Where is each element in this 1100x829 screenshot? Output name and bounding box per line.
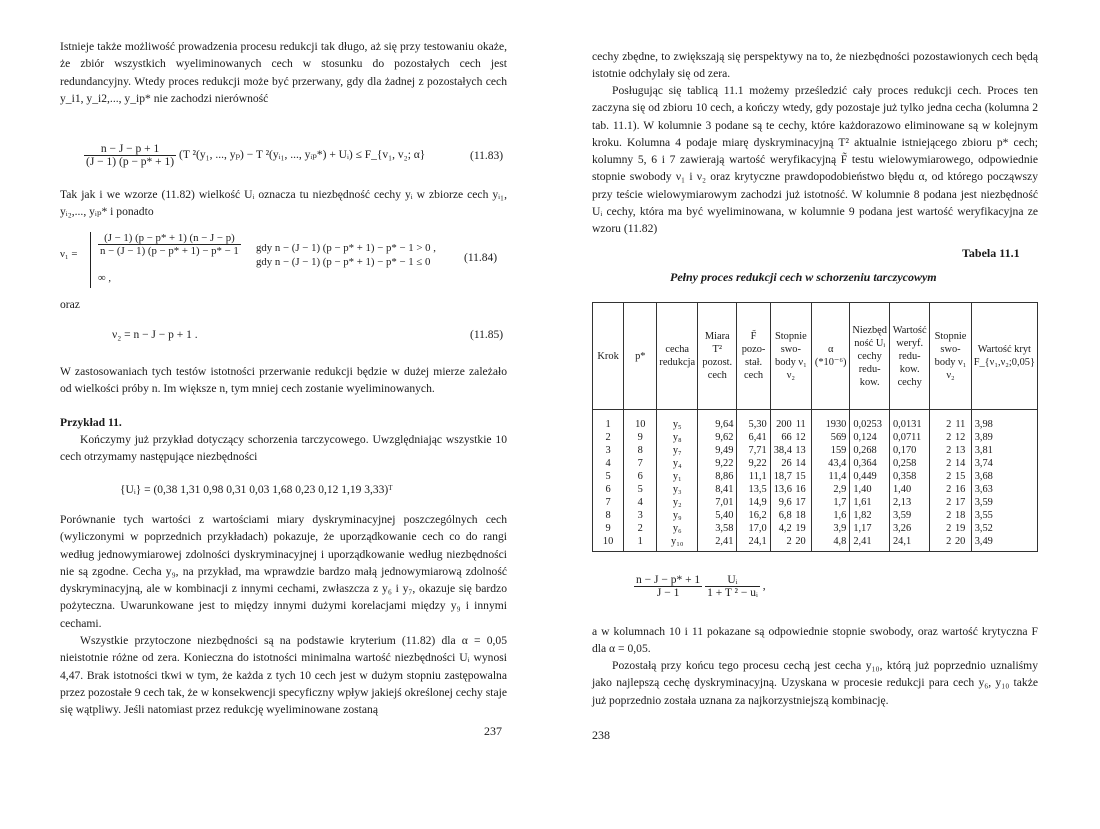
nu2-value: 20	[795, 536, 806, 547]
table-cell: 1,17	[850, 522, 890, 535]
nu1-value: 6,8	[778, 510, 792, 521]
table-cell	[770, 483, 811, 496]
table-cell: 0,364	[850, 457, 890, 470]
table-cell: 1,61	[850, 496, 890, 509]
nu2-value: 16	[795, 484, 806, 495]
nu2-value: 16	[954, 484, 966, 495]
table-cell: 10	[593, 535, 624, 552]
col-header: Stopnie swo- body ν₁ ν₂	[930, 303, 971, 410]
table-cell: 1,40	[889, 483, 929, 496]
right-page	[550, 0, 1100, 829]
table-cell: 17,0	[737, 522, 770, 535]
table-row	[593, 483, 1038, 496]
table-cell: 7	[593, 496, 624, 509]
col-header: Krok	[593, 303, 624, 410]
nu1-value: 4,2	[778, 523, 792, 534]
right-para-1: cechy zbędne, to zwiększają się perspektywy na to, że niezbędności pozostawionych cech będą istotnie odchylały się od zera.	[592, 50, 1038, 81]
right-para-4: Pozostałą przy końcu tego procesu cechą jest cecha y₁₀, którą już poprzednio uznaliśmy jako najlepszą cechę dyskryminacyjną. Uzyskana w procesie redukcji para cech y₆, y₁₀ także już poprzednio została uznana za najkorzystniejszą kombinację.	[592, 659, 1038, 707]
table-cell	[770, 431, 811, 444]
table-cell: 1	[593, 410, 624, 432]
table-label: Tabela 11.1	[962, 246, 1020, 260]
table-cell: 8,41	[698, 483, 737, 496]
table-cell: 2	[593, 431, 624, 444]
table-cell: 7,01	[698, 496, 737, 509]
left-page: Istnieje także możliwość prowadzenia procesu redukcji tak długo, aż się przy testowaniu okaże, że zbiór wszystkich wyeliminowanych cech w stosunku do pozostałych cech jest redundancyjny. Wtedy proces redukcji może być przerwany, gdy dla żadnej z pozostałych cech y_i1, y_i2,..., y_ip* nie zachodzi nierówność $\frac{n - J - p + 1}{(J - 1) (p - p* + 1)}$ (T ²(y₁, ..., yₚ) − T ²(yᵢ₁, ..., yᵢₚ*) + Uᵢ) ≤ F_{v₁, v₂; α} (11.83) Tak jak i we wzorze (11.82) wielkość Uᵢ oznacza tu niezbędność cechy yᵢ w zbiorze cech yᵢ₁, yᵢ₂,..., yᵢₚ* i ponadto ν₁ = $\frac{(J - 1) (p - p* + 1) (n - J - p)}{n - (J - 1) (p - p* + 1) - p* - 1}$ ∞ , gdy n − (J − 1) (p − p* + 1) − p* − 1 > 0 , gdy n − (J − 1) (p − p* + 1) − p* − 1 ≤ 0 (11.84) oraz ν₂ = n − J − p + 1 . (11.85) W zastosowaniach tych testów istotności przerwanie redukcji będzie w dużej mierze zależało od wielkości próby n. Im większe n, tym mniej cech zostanie wyeliminowanych. Przykład 11. Kończymy już przykład dotyczący schorzenia tarczycowego. Uwzględniając wszystkie 10 cech otrzymamy następujące niezbędności {Uᵢ} = (0,38 1,31 0,98 0,31 0,03 1,68 0,23 0,12 1,19 3,33)ᵀ Porównanie tych wartości z wartościami miary dyskryminacyjnej poszczególnych cech (wyliczonymi w poprzednich przykładach) pokazuje, że uporządkowanie cech co do rangi według jednowymiarowej zdolności dyskryminacyjnej i uporządkowanie według niezbędności nie są zgodne. Cecha y₉, na przykład, ma wprawdzie bardzo małą jednowymiarową zdolność dyskryminacyjną, ale w kombinacji z innymi cechami, zwłaszcza z y₆ i y₇, okazuje się bardzo pożyteczna. Uwarunkowane jest to między innymi dużymi korelacjami między y₉ i innymi cechami. Wszystkie przytoczone niezbędności są na podstawie kryterium (11.82) dla α = 0,05 nieistotnie różne od zera. Konieczna do istotności minimalna wartość niezbędności Uᵢ wynosi 4,47. Brak istotności tkwi w tym, że każda z tych 10 cech jest w dużym stopniu zastępowalna przez pozostałe 9 cech tak, że w konsekwencji specyficzny wpływ jakiejś określonej cechy staje się wątpliwy. Jeśli natomiast przez redukcję wyeliminowane zostaną 237	[60, 40, 507, 738]
table-cell: 3,59	[971, 496, 1037, 509]
table-cell: 5,40	[698, 509, 737, 522]
table-cell: y₅	[657, 410, 698, 432]
right-para-2: Posługując się tablicą 11.1 możemy prześledzić cały proces redukcji cech. Proces ten zaczyna się od zbioru 10 cech, a kończy wtedy, gdy pozostaje już tylko jedna cecha (kolumna 2 tab. 11.1). W kolumnie 3 podane są te cechy, które każdorazowo eliminowane są w kolejnym kroku. Kolumna 4 podaje miarę dyskryminacyjną T² aktualnie istniejącego zbioru p* cech; kolumny 5, 6 i 7 zawierają wartość weryfikacyjną F̃ testu wielowymiarowego, odpowiednie stopnie swobody ν₁ i ν₂ oraz krytyczne prawdopodobieństwo błędu α, od którego począwszy przy teście wielowymiarowym zachodzi już istotność. W kolumnie 8 podana jest niezbędność Uᵢ cechy, która ma być wyeliminowana, w kolumnie 9 podana jest wartość weryfikacyjna ze wzoru (11.82)	[592, 84, 1038, 236]
table-cell	[770, 535, 811, 552]
table-cell: 24,1	[889, 535, 929, 552]
table-cell: 3,9	[812, 522, 850, 535]
table-cell: y₂	[657, 496, 698, 509]
nu2-value: 17	[954, 497, 966, 508]
left-para-3: W zastosowaniach tych testów istotności przerwanie redukcji będzie w dużej mierze zależało od wielkości próby n. Im większe n, tym mniej cech zostanie wyeliminowanych.	[60, 365, 507, 396]
page-number-left: 237	[484, 724, 502, 738]
oraz-text: oraz	[60, 298, 80, 311]
table-cell: 1,6	[812, 509, 850, 522]
table-cell: 4	[593, 457, 624, 470]
nu2-value: 13	[954, 445, 966, 456]
table-cell	[930, 431, 971, 444]
table-cell	[930, 535, 971, 552]
table-cell: 1	[624, 535, 657, 552]
table-cell: 2,13	[889, 496, 929, 509]
table-body	[593, 410, 1038, 552]
table-cell: 5,30	[737, 410, 770, 432]
left-para-5: Porównanie tych wartości z wartościami miary dyskryminacyjnej poszczególnych cech (wyliczonymi w poprzednich przykładach) pokazuje, że uporządkowanie cech co do rangi według jednowymiarowej zdolności dyskryminacyjnej i uporządkowanie według niezbędności nie są zgodne. Cecha y₉, na przykład, ma wprawdzie bardzo małą jednowymiarową zdolność dyskryminacyjną, ale w kombinacji z innymi cechami, zwłaszcza z y₆ i y₇, okazuje się bardzo pożyteczna. Uwarunkowane jest to między innymi dużymi korelacjami między y₉ i innymi cechami.	[60, 513, 507, 630]
table-cell: 9,22	[737, 457, 770, 470]
table-cell	[770, 522, 811, 535]
nu1-value: 2	[946, 458, 952, 469]
table-cell: 3,74	[971, 457, 1037, 470]
table-cell: y₆	[657, 522, 698, 535]
table-cell: y₃	[657, 483, 698, 496]
table-cell: 9,64	[698, 410, 737, 432]
col-header: Niezbęd ność Uᵢ cechy redu- kow.	[850, 303, 890, 410]
table-cell: 3,89	[971, 431, 1037, 444]
nu1-value: 2	[786, 536, 792, 547]
table-cell	[770, 470, 811, 483]
table-cell: 9	[624, 431, 657, 444]
table-cell: 11,4	[812, 470, 850, 483]
table-cell	[930, 457, 971, 470]
table-cell	[770, 457, 811, 470]
nu1-value: 9,6	[778, 497, 792, 508]
table-cell: 13,5	[737, 483, 770, 496]
equation-label-11-84: (11.84)	[464, 252, 498, 264]
nu1-value: 2	[946, 510, 952, 521]
table-cell: 14,9	[737, 496, 770, 509]
nu2-value: 19	[795, 523, 806, 534]
table-cell: 5	[624, 483, 657, 496]
table-cell: y₄	[657, 457, 698, 470]
nu1-value: 18,7	[773, 471, 792, 482]
table-row	[593, 496, 1038, 509]
nu2-value: 14	[795, 458, 806, 469]
table-cell: y₉	[657, 509, 698, 522]
nu1-value: 2	[946, 432, 952, 443]
table-cell: 9	[593, 522, 624, 535]
col-header: cecha redukcja	[657, 303, 698, 410]
table-cell	[930, 509, 971, 522]
table-cell: 7,71	[737, 444, 770, 457]
table-cell: y₁	[657, 470, 698, 483]
table-cell: 2,41	[698, 535, 737, 552]
table-cell: 0,124	[850, 431, 890, 444]
table-cell: 3,26	[889, 522, 929, 535]
table-cell: 10	[624, 410, 657, 432]
table-row	[593, 444, 1038, 457]
table-cell: 5	[593, 470, 624, 483]
nu2-value: 20	[954, 536, 966, 547]
table-cell	[930, 410, 971, 432]
table-cell: 1,40	[850, 483, 890, 496]
table-cell: 3	[593, 444, 624, 457]
nu1-value: 2	[946, 419, 952, 430]
table-row	[593, 522, 1038, 535]
table-cell: 2,9	[812, 483, 850, 496]
table-cell: y₁₀	[657, 535, 698, 552]
table-cell: y₇	[657, 444, 698, 457]
nu1-value: 2	[946, 471, 952, 482]
table-cell: 11,1	[737, 470, 770, 483]
table-cell: 3,98	[971, 410, 1037, 432]
table-cell: 569	[812, 431, 850, 444]
table-cell: 6	[593, 483, 624, 496]
table-cell: 43,4	[812, 457, 850, 470]
table-cell: 0,170	[889, 444, 929, 457]
table-cell: 6	[624, 470, 657, 483]
table-cell: 3,81	[971, 444, 1037, 457]
nu1-value: 38,4	[773, 445, 792, 456]
table-cell: 3,58	[698, 522, 737, 535]
table-cell: 16,2	[737, 509, 770, 522]
table-cell: 6,41	[737, 431, 770, 444]
nu2-value: 13	[795, 445, 806, 456]
nu2-value: 18	[954, 510, 966, 521]
table-cell: 7	[624, 457, 657, 470]
equation-label-11-85: (11.85)	[470, 329, 504, 341]
nu1-value: 26	[781, 458, 792, 469]
table-cell	[930, 444, 971, 457]
table-cell	[770, 410, 811, 432]
table-cell: 0,0131	[889, 410, 929, 432]
example-title: Przykład 11.	[60, 416, 122, 429]
table-cell: 24,1	[737, 535, 770, 552]
table-cell: 9,22	[698, 457, 737, 470]
brace	[90, 232, 97, 288]
table-cell	[770, 444, 811, 457]
col-header: Miara T² pozost. cech	[698, 303, 737, 410]
table-cell: 2,41	[850, 535, 890, 552]
table-cell: 0,0253	[850, 410, 890, 432]
nu2-value: 14	[954, 458, 966, 469]
left-para-2: Tak jak i we wzorze (11.82) wielkość Uᵢ oznacza tu niezbędność cechy yᵢ w zbiorze cech yᵢ₁, yᵢ₂,..., yᵢₚ* i ponadto	[60, 188, 507, 219]
table-cell: 3,68	[971, 470, 1037, 483]
table-cell: 3,55	[971, 509, 1037, 522]
nu1-value: 2	[946, 523, 952, 534]
equation-11-85: ν₂ = n − J − p + 1 .	[112, 329, 198, 341]
nu2-value: 19	[954, 523, 966, 534]
table-row	[593, 470, 1038, 483]
col-header: Wartość kryt F_{ν₁,ν₂;0,05}	[971, 303, 1037, 410]
table-cell: 8,86	[698, 470, 737, 483]
table-cell: 3,59	[889, 509, 929, 522]
col-header: α (*10⁻⁶)	[812, 303, 850, 410]
nu1-value: 2	[946, 497, 952, 508]
table-cell: y₈	[657, 431, 698, 444]
table-cell: 1930	[812, 410, 850, 432]
col-header: p*	[624, 303, 657, 410]
table-cell: 0,358	[889, 470, 929, 483]
table-row	[593, 509, 1038, 522]
nu2-value: 12	[795, 432, 806, 443]
table-cell	[930, 470, 971, 483]
table-row	[593, 410, 1038, 432]
table-cell	[770, 496, 811, 509]
table-row	[593, 535, 1038, 552]
table-cell: 2	[624, 522, 657, 535]
nu2-value: 11	[955, 419, 966, 430]
left-para-6: Wszystkie przytoczone niezbędności są na podstawie kryterium (11.82) dla α = 0,05 nieistotnie różne od zera. Konieczna do istotności minimalna wartość niezbędności Uᵢ wynosi 4,47. Brak istotności tkwi w tym, że każda z tych 10 cech jest w dużym stopniu zastępowalna przez pozostałe 9 cech tak, że w konsekwencji specyficzny wpływ jakiejś określonej cechy staje się wątpliwy. Jeśli natomiast przez redukcję wyeliminowane zostaną	[60, 634, 507, 717]
reduction-table	[592, 302, 1038, 552]
col-header: Wartość weryf. redu- kow. cechy	[889, 303, 929, 410]
table-cell: 1,7	[812, 496, 850, 509]
nu1-value: 2	[946, 536, 952, 547]
right-para-3: a w kolumnach 10 i 11 pokazane są odpowiednie stopnie swobody, oraz wartość krytyczna F dla α = 0,05.	[592, 625, 1038, 656]
table-cell: 3,63	[971, 483, 1037, 496]
nu1-value: 2	[946, 484, 952, 495]
table-cell	[770, 509, 811, 522]
table-row	[593, 431, 1038, 444]
table-row	[593, 457, 1038, 470]
table-cell: 9,62	[698, 431, 737, 444]
table-caption: Pełny proces redukcji cech w schorzeniu tarczycowym	[670, 270, 937, 284]
table-cell: 159	[812, 444, 850, 457]
nu1-value: 66	[781, 432, 792, 443]
left-para-1: Istnieje także możliwość prowadzenia procesu redukcji tak długo, aż się przy testowaniu okaże, że zbiór wszystkich wyeliminowanych cech w stosunku do pozostałych cech jest redundancyjny. Wtedy proces redukcji może być przerwany, gdy dla żadnej z pozostałych cech y_i1, y_i2,..., y_ip* nie zachodzi nierówność	[60, 40, 507, 105]
niezbednosci-vector: {Uᵢ} = (0,38 1,31 0,98 0,31 0,03 1,68 0,23 0,12 1,19 3,33)ᵀ	[120, 484, 393, 496]
table-cell: 8	[593, 509, 624, 522]
table-cell: 9,49	[698, 444, 737, 457]
table-cell: 4	[624, 496, 657, 509]
nu2-value: 17	[795, 497, 806, 508]
equation-11-83: $\frac{n - J - p + 1}{(J - 1) (p - p* + 1)}$ (T ²(y₁, ..., yₚ) − T ²(yᵢ₁, ..., yᵢₚ*) + Uᵢ) ≤ F_{v₁, v₂; α}	[86, 143, 426, 168]
table-cell: 0,0711	[889, 431, 929, 444]
table-cell: 3,49	[971, 535, 1037, 552]
table-cell: 0,258	[889, 457, 929, 470]
table-cell: 4,8	[812, 535, 850, 552]
nu2-value: 11	[795, 419, 806, 430]
table-cell: 3,52	[971, 522, 1037, 535]
table-cell: 1,82	[850, 509, 890, 522]
nu2-value: 15	[954, 471, 966, 482]
table-cell	[930, 522, 971, 535]
col-header: F̃ pozo- stał. cech	[737, 303, 770, 410]
verification-formula: $\frac{n - J - p* + 1}{J - 1}$ $\frac{\text{Uᵢ}}{\text{1 + T ² − uᵢ}}$ ,	[636, 574, 766, 599]
left-para-4: Kończymy już przykład dotyczący schorzenia tarczycowego. Uwzględniając wszystkie 10 cech otrzymamy następujące niezbędności	[60, 433, 507, 464]
col-header: Stopnie swo- body ν₁ ν₂	[770, 303, 811, 410]
nu1-value: 200	[776, 419, 792, 430]
equation-label-11-83: (11.83)	[470, 150, 504, 162]
table-cell	[930, 483, 971, 496]
nu2-value: 18	[795, 510, 806, 521]
table-cell	[930, 496, 971, 509]
nu2-value: 12	[954, 432, 966, 443]
page-number-right: 238	[592, 728, 610, 742]
nu1-value: 2	[946, 445, 952, 456]
table-cell: 0,268	[850, 444, 890, 457]
nu2-value: 15	[795, 471, 806, 482]
table-cell: 8	[624, 444, 657, 457]
nu1-value: 13,6	[773, 484, 792, 495]
table-cell: 3	[624, 509, 657, 522]
table-cell: 0,449	[850, 470, 890, 483]
